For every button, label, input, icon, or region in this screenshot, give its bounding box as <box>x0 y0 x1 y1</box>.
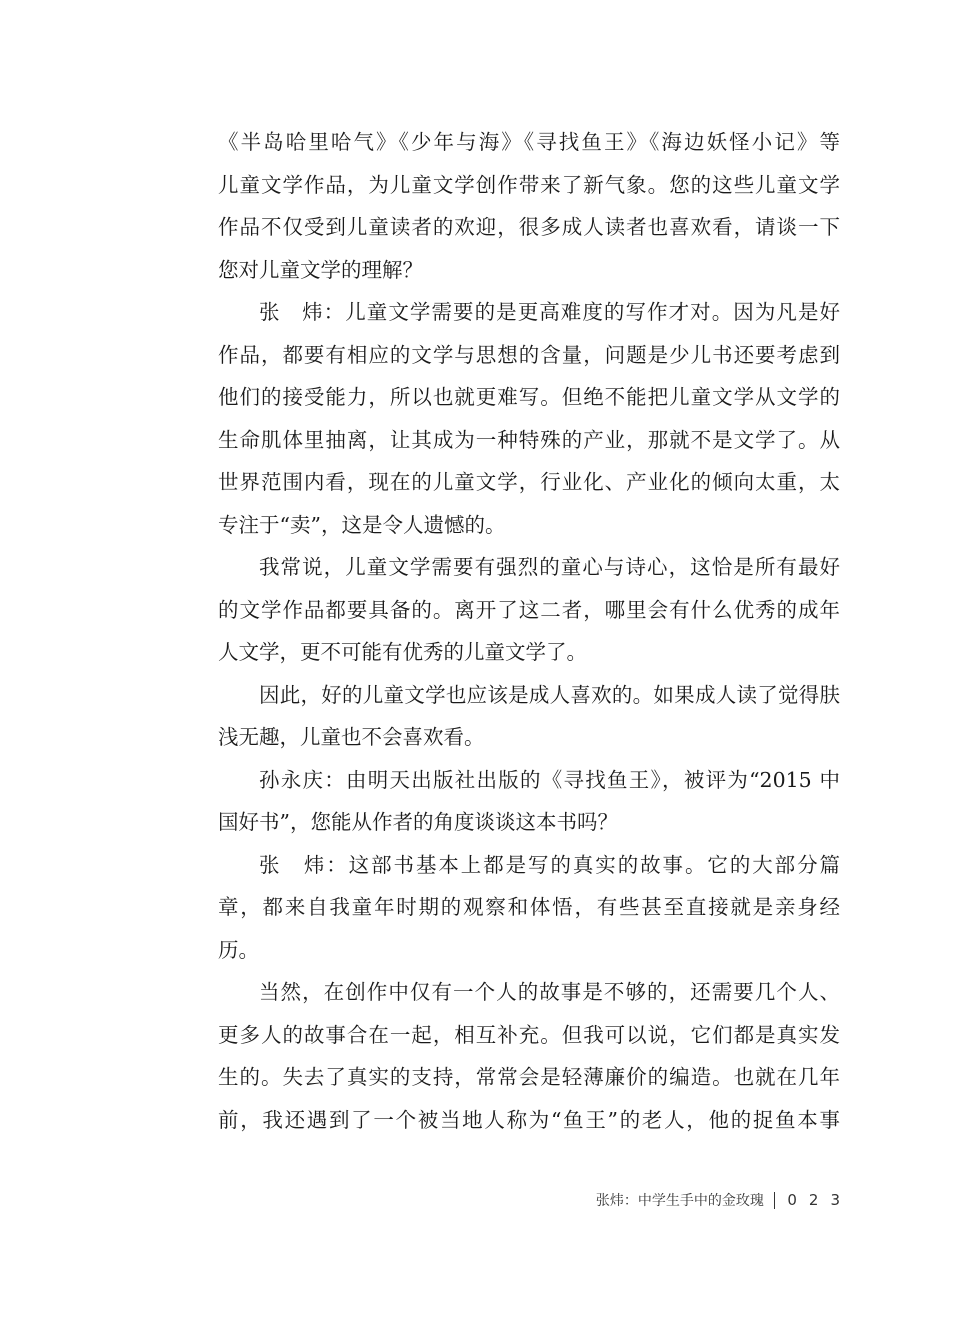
text-line: 章，都来自我童年时期的观察和体悟，有些甚至直接就是亲身经 <box>218 895 840 919</box>
text-line: 他们的接受能力，所以也就更难写。但绝不能把儿童文学从文学的 <box>218 385 840 409</box>
text-line: 儿童文学作品，为儿童文学创作带来了新气象。您的这些儿童文学 <box>218 172 840 197</box>
text-line: 的文学作品都要具备的。离开了这二者，哪里会有什么优秀的成年 <box>218 597 840 622</box>
text-line: 您对儿童文学的理解？ <box>218 257 423 282</box>
text-line: 生的。失去了真实的支持，常常会是轻薄廉价的编造。也就在几年 <box>218 1065 840 1089</box>
text-line: 因此，好的儿童文学也应该是成人喜欢的。如果成人读了觉得肤 <box>259 682 840 707</box>
text-line: 世界范围内看，现在的儿童文学，行业化、产业化的倾向太重，太 <box>218 470 840 494</box>
text-line: 《半岛哈里哈气》《少年与海》《寻找鱼王》《海边妖怪小记》等 <box>218 130 840 154</box>
footer-divider <box>774 1192 776 1209</box>
text-line: 我常说，儿童文学需要有强烈的童心与诗心，这恰是所有最好 <box>259 555 840 579</box>
page-number: 023 <box>787 1191 852 1209</box>
text-line: 历。 <box>218 937 259 962</box>
text-line: 前，我还遇到了一个被当地人称为“鱼王”的老人，他的捉鱼本事 <box>218 1107 840 1132</box>
text-line: 国好书”，您能从作者的角度谈谈这本书吗？ <box>218 810 618 834</box>
text-line: 张 炜：这部书基本上都是写的真实的故事。它的大部分篇 <box>259 852 840 877</box>
text-line: 更多人的故事合在一起，相互补充。但我可以说，它们都是真实发 <box>218 1022 840 1047</box>
text-line: 孙永庆：由明天出版社出版的《寻找鱼王》，被评为“2015 中 <box>259 767 840 792</box>
page-body-text <box>218 121 840 1141</box>
text-line: 浅无趣，儿童也不会喜欢看。 <box>218 725 485 749</box>
text-line: 专注于“卖”，这是令人遗憾的。 <box>218 512 506 537</box>
text-line: 生命肌体里抽离，让其成为一种特殊的产业，那就不是文学了。从 <box>218 427 840 452</box>
text-line: 当然，在创作中仅有一个人的故事是不够的，还需要几个人、 <box>259 980 840 1004</box>
page-footer <box>560 1188 852 1212</box>
text-line: 作品不仅受到儿童读者的欢迎，很多成人读者也喜欢看，请谈一下 <box>218 215 840 239</box>
running-title: 张炜：中学生手中的金玫瑰 <box>595 1193 764 1209</box>
text-line: 作品，都要有相应的文学与思想的含量，问题是少儿书还要考虑到 <box>218 342 840 367</box>
text-line: 人文学，更不可能有优秀的儿童文学了。 <box>218 640 587 664</box>
text-line: 张 炜：儿童文学需要的是更高难度的写作才对。因为凡是好 <box>259 300 840 324</box>
